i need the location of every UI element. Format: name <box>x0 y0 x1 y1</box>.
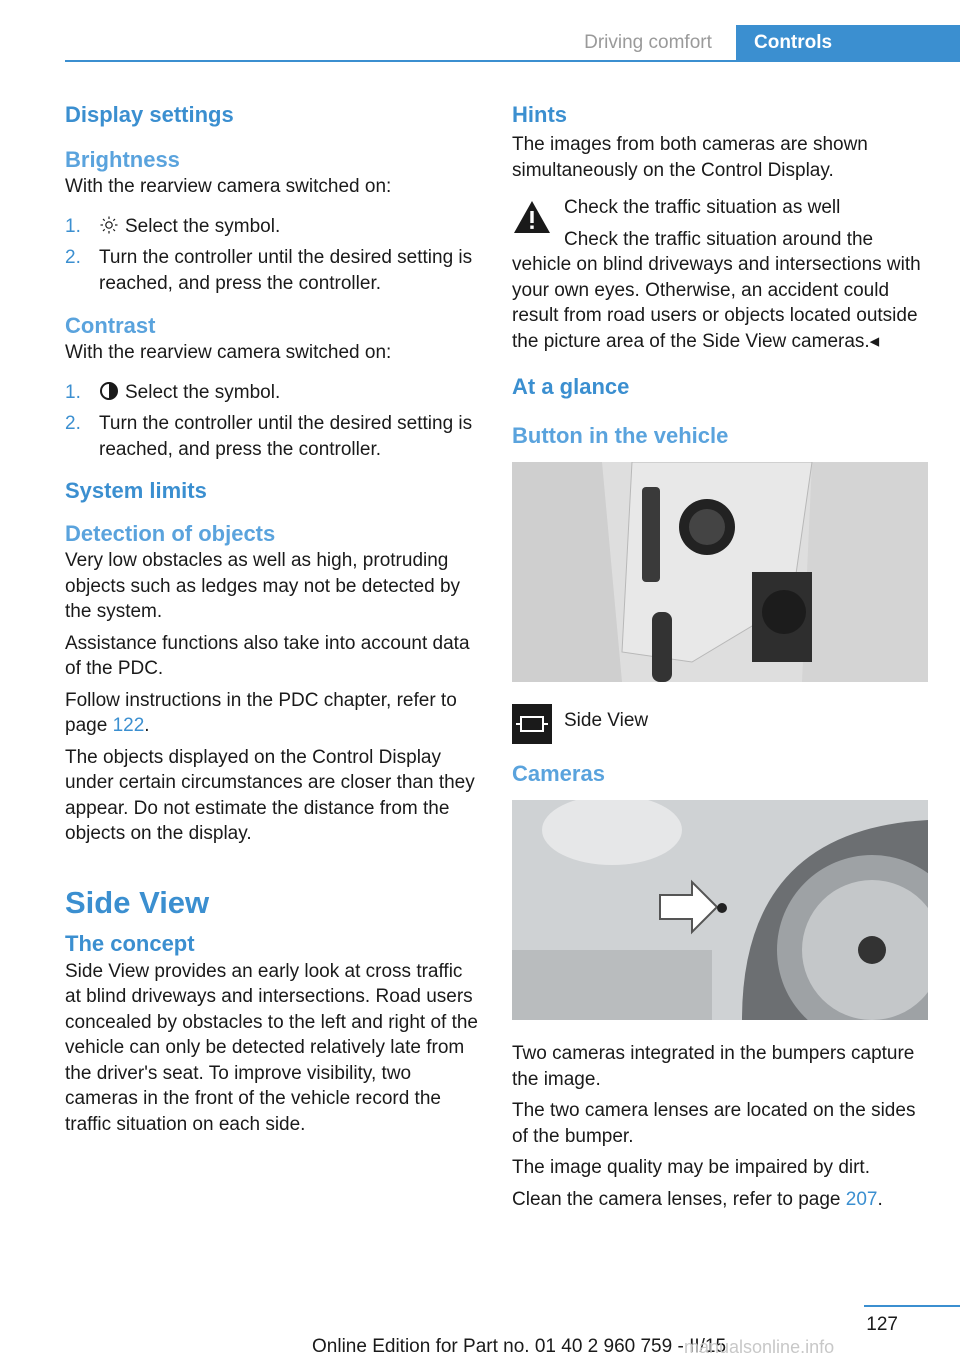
list-item: 2. Turn the controller until the desired setting is reached, and press the controller. <box>65 247 473 294</box>
edition-note: Online Edition for Part no. 01 40 2 960 759 - II/15 <box>312 1336 727 1357</box>
cameras-image <box>512 800 928 1020</box>
warning-body: Check the traffic situation around the vehicle on blind driveways and intersections with your own eyes. Otherwise, an accident could result from road users or objects located outside the picture area of the Side View cameras.◂ <box>512 228 921 352</box>
hints-heading: Hints <box>512 102 567 127</box>
contrast-icon <box>99 381 119 401</box>
system-limits-heading: System limits <box>65 478 207 503</box>
contrast-heading: Contrast <box>65 313 156 338</box>
side-view-label: Side View <box>564 709 649 731</box>
detection-heading: Detection of objects <box>65 521 276 546</box>
watermark: manualsonline.info <box>684 1337 835 1357</box>
hints-body: The images from both cameras are shown simultaneously on the Control Display. <box>512 134 868 181</box>
detection-p3: Follow instructions in the PDC chapter, refer to page 122. <box>65 689 457 736</box>
concept-heading: The concept <box>65 930 195 956</box>
button-console-image <box>512 462 928 682</box>
concept-body: Side View provides an early look at cross traffic at blind driveways and intersections. Road users concealed by obstacles to the left and right of the vehicle can only be detected relatively late from the driver's seat. To improve visibility, two cameras in the front of the vehicle record the traffic situation on each side. <box>65 960 478 1135</box>
list-item: 2. Turn the controller until the desired setting is reached, and press the controller. <box>65 413 473 460</box>
detection-p1: Very low obstacles as well as high, protruding objects such as ledges may not be detected by the system. <box>65 550 461 622</box>
page-link-122[interactable]: 122 <box>112 715 145 736</box>
contrast-intro: With the rearview camera switched on: <box>65 342 392 363</box>
brightness-heading: Brightness <box>65 147 180 172</box>
detection-p4: The objects displayed on the Control Display under certain circumstances are closer than they appear. Do not estimate the distance from the objects on the display. <box>65 746 475 844</box>
cameras-heading: Cameras <box>512 760 605 786</box>
detection-p2: Assistance functions also take into account data of the PDC. <box>65 632 470 679</box>
right-column <box>512 98 930 1218</box>
cameras-p4: Clean the camera lenses, refer to page 207. <box>512 1188 883 1210</box>
contrast-steps <box>65 380 483 463</box>
warning-block <box>512 195 930 354</box>
side-view-row <box>512 704 930 750</box>
display-settings-heading: Display settings <box>65 102 234 127</box>
side-view-heading: Side View <box>65 884 210 920</box>
list-item: 1. Select the symbol. <box>65 381 281 403</box>
brightness-steps <box>65 214 483 297</box>
side-view-icon <box>512 704 552 744</box>
cameras-p1: Two cameras integrated in the bumpers capture the image. <box>512 1043 915 1090</box>
button-heading: Button in the vehicle <box>512 423 729 448</box>
list-item: 1. Select the symbol. <box>65 215 281 237</box>
page-link-207[interactable]: 207 <box>845 1188 878 1210</box>
header-rule <box>65 60 960 62</box>
header-section: Driving comfort <box>584 32 712 53</box>
brightness-intro: With the rearview camera switched on: <box>65 176 392 197</box>
left-column <box>65 98 483 1143</box>
warning-icon <box>512 199 552 235</box>
page-number-rule <box>864 1305 960 1307</box>
cameras-p3: The image quality may be impaired by dirt. <box>512 1157 870 1178</box>
header-chapter: Controls <box>736 25 960 61</box>
at-a-glance-heading: At a glance <box>512 374 630 399</box>
warning-title: Check the traffic situation as well <box>564 197 841 218</box>
cameras-p2: The two camera lenses are located on the sides of the bumper. <box>512 1100 916 1147</box>
brightness-icon <box>99 215 119 235</box>
page-number: 127 <box>866 1314 898 1335</box>
